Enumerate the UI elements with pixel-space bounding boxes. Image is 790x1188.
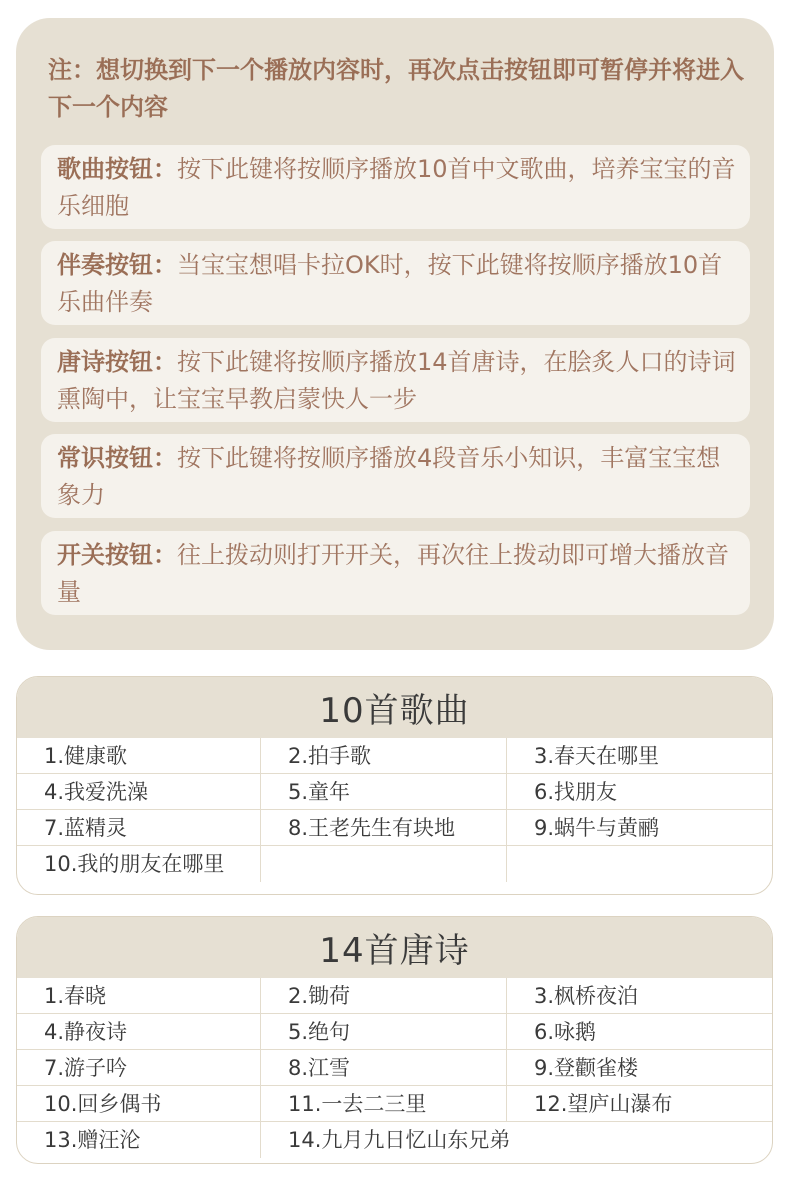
- note-label: 伴奏按钮：: [57, 251, 177, 279]
- note-card-poems: [41, 338, 750, 422]
- poem-cell: 1.春晓: [17, 978, 261, 1014]
- empty-cell: [507, 846, 772, 882]
- poem-cell: 14.九月九日忆山东兄弟: [288, 1128, 511, 1152]
- note-text: 按下此键将按顺序播放10首中文歌曲，培养宝宝的音乐细胞: [57, 155, 736, 220]
- poem-cell: 2.锄荷: [261, 978, 507, 1014]
- note-text: 当宝宝想唱卡拉OK时，按下此键将按顺序播放10首乐曲伴奏: [57, 251, 723, 316]
- note-label: 常识按钮：: [57, 444, 177, 472]
- song-cell: 6.找朋友: [507, 774, 772, 810]
- poem-cell: 7.游子吟: [17, 1050, 261, 1086]
- poem-cell: 11.一去二三里: [261, 1086, 507, 1122]
- song-cell: 10.我的朋友在哪里: [17, 846, 261, 882]
- poem-cell: 8.江雪: [261, 1050, 507, 1086]
- note-card-songs: [41, 145, 750, 229]
- note-card-power: [41, 531, 750, 615]
- poem-cell: 3.枫桥夜泊: [507, 978, 772, 1014]
- poem-cell: 6.咏鹅: [507, 1014, 772, 1050]
- note-label: 唐诗按钮：: [57, 348, 177, 376]
- song-cell: 1.健康歌: [17, 738, 261, 774]
- note-header: 注：想切换到下一个播放内容时，再次点击按钮即可暂停并将进入下一个内容: [48, 56, 744, 121]
- poem-cell: 5.绝句: [261, 1014, 507, 1050]
- poem-cell: 10.回乡偶书: [17, 1086, 261, 1122]
- note-label: 开关按钮：: [57, 541, 177, 569]
- poem-cell: 13.赠汪沦: [17, 1122, 261, 1158]
- note-text: 往上拨动则打开开关，再次往上拨动即可增大播放音量: [57, 541, 729, 606]
- songs-table: [16, 676, 773, 895]
- poems-table: [16, 916, 773, 1164]
- song-cell: 5.童年: [261, 774, 507, 810]
- note-label: 歌曲按钮：: [57, 155, 177, 183]
- poems-table-title: 14首唐诗: [17, 917, 772, 978]
- song-cell: 3.春天在哪里: [507, 738, 772, 774]
- songs-table-title: 10首歌曲: [17, 677, 772, 738]
- note-text: 按下此键将按顺序播放4段音乐小知识，丰富宝宝想象力: [57, 444, 721, 509]
- song-cell: 4.我爱洗澡: [17, 774, 261, 810]
- poem-cell: 9.登颧雀楼: [507, 1050, 772, 1086]
- instructions-panel: [16, 18, 774, 650]
- note-card-accompaniment: [41, 241, 750, 325]
- poem-cell: 12.望庐山瀑布: [507, 1086, 772, 1122]
- song-cell: 9.蜗牛与黄鹂: [507, 810, 772, 846]
- song-cell: 2.拍手歌: [261, 738, 507, 774]
- note-text: 按下此键将按顺序播放14首唐诗，在脍炙人口的诗词熏陶中，让宝宝早教启蒙快人一步: [57, 348, 736, 413]
- note-card-knowledge: [41, 434, 750, 518]
- poem-cell: 4.静夜诗: [17, 1014, 261, 1050]
- song-cell: 8.王老先生有块地: [261, 810, 507, 846]
- song-cell: 7.蓝精灵: [17, 810, 261, 846]
- empty-cell: [261, 846, 507, 882]
